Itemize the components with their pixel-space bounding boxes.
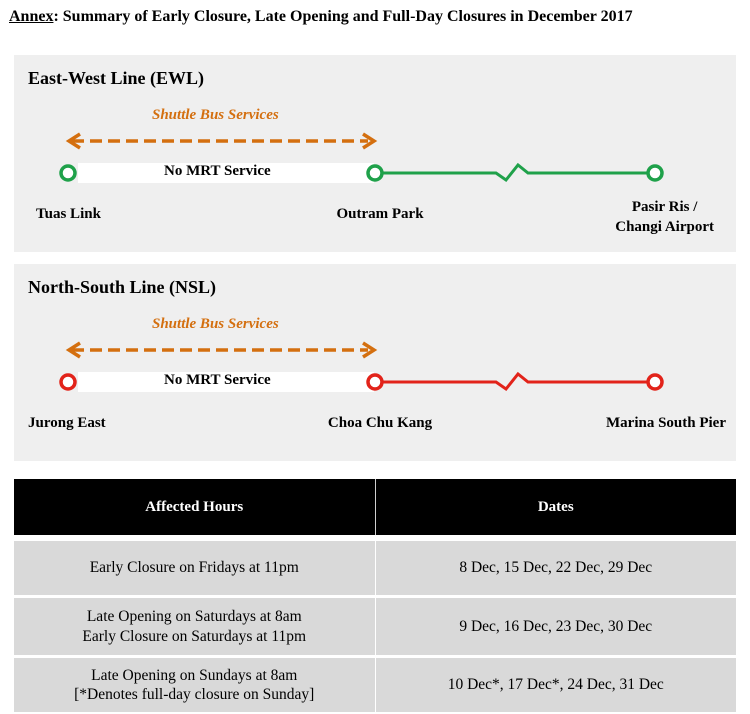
- table-row: [14, 657, 736, 713]
- page-title: [9, 8, 633, 26]
- dates-cell: 9 Dec, 16 Dec, 23 Dec, 30 Dec: [375, 597, 736, 657]
- nsl-no-service-label: No MRT Service: [164, 372, 271, 388]
- nsl-line-track: [382, 374, 647, 389]
- table-row: [14, 597, 736, 657]
- title-text: : Summary of Early Closure, Late Opening and Full-Day Closures in December 2017: [53, 8, 633, 25]
- dates-cell: 10 Dec*, 17 Dec*, 24 Dec, 31 Dec: [375, 657, 736, 713]
- ewl-no-service-label: No MRT Service: [164, 163, 271, 179]
- ewl-shuttle-label: Shuttle Bus Services: [152, 107, 279, 123]
- affected-hours-cell: [14, 657, 375, 713]
- nsl-station-end-marker: [648, 375, 662, 389]
- ewl-line-track: [382, 165, 647, 180]
- ewl-panel: [14, 55, 736, 252]
- nsl-shuttle-label: Shuttle Bus Services: [152, 316, 279, 332]
- ewl-station-end-marker: [648, 166, 662, 180]
- dates-cell: 8 Dec, 15 Dec, 22 Dec, 29 Dec: [375, 538, 736, 597]
- table-row: [14, 538, 736, 597]
- ewl-station-end-line2: Changi Airport: [615, 219, 714, 235]
- ewl-station-start-marker: [61, 166, 75, 180]
- nsl-station-mid: Choa Chu Kang: [327, 415, 433, 431]
- affected-hours-cell: [14, 597, 375, 657]
- ewl-station-end: [615, 197, 714, 237]
- affected-hours-cell: [14, 538, 375, 597]
- schedule-table: [14, 479, 736, 712]
- nsl-title: North-South Line (NSL): [28, 277, 217, 297]
- nsl-station-mid-marker: [368, 375, 382, 389]
- ewl-shuttle-arrow: [69, 134, 374, 148]
- ewl-title: East-West Line (EWL): [28, 68, 205, 88]
- header-affected-hours: Affected Hours: [14, 479, 375, 538]
- ewl-station-mid: Outram Park: [336, 206, 424, 222]
- ewl-station-end-line1: Pasir Ris /: [631, 199, 698, 215]
- hours-line: Early Closure on Fridays at 11pm: [89, 559, 299, 577]
- ewl-station-mid-marker: [368, 166, 382, 180]
- table-header-row: [14, 479, 736, 538]
- header-dates: Dates: [375, 479, 736, 538]
- hours-line: Late Opening on Sundays at 8am: [91, 666, 298, 684]
- nsl-station-start-marker: [61, 375, 75, 389]
- hours-line: Early Closure on Saturdays at 11pm: [82, 627, 307, 645]
- hours-line: [*Denotes full-day closure on Sunday]: [74, 686, 315, 703]
- ewl-station-start: Tuas Link: [36, 206, 101, 222]
- nsl-panel: [14, 264, 736, 461]
- nsl-shuttle-arrow: [69, 343, 374, 357]
- annex-label: Annex: [9, 8, 54, 25]
- nsl-station-start: Jurong East: [28, 415, 106, 431]
- hours-line: Late Opening on Saturdays at 8am: [86, 608, 302, 626]
- nsl-station-end: Marina South Pier: [606, 415, 726, 431]
